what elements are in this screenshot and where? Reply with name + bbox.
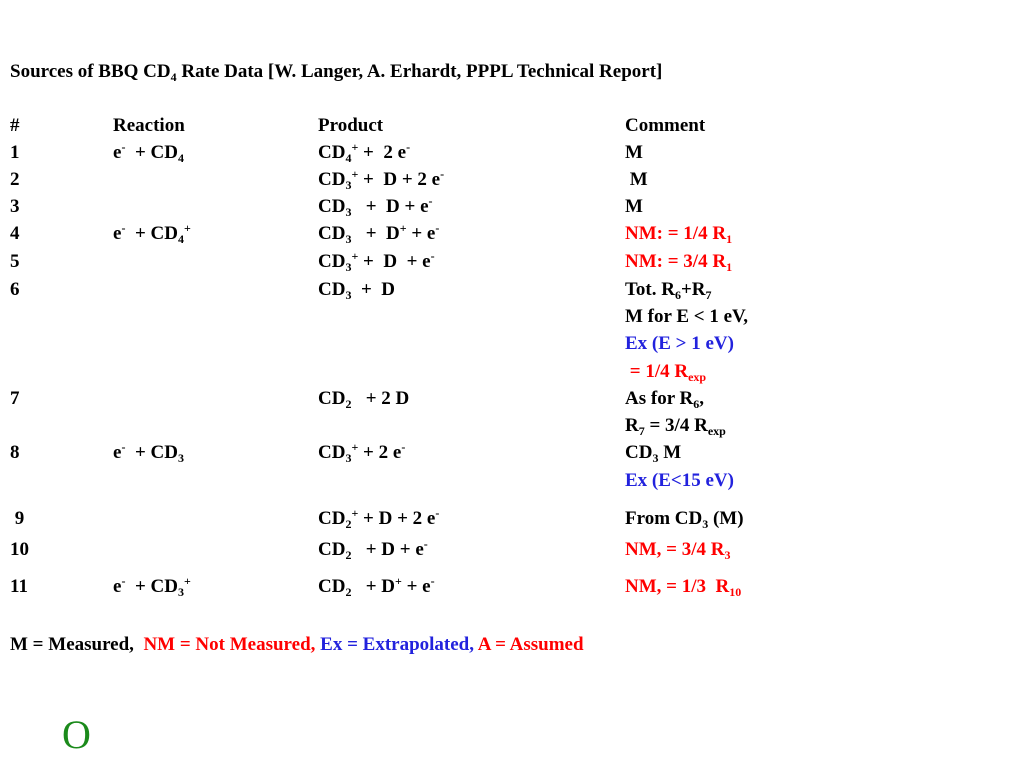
text-segment: CD: [318, 223, 346, 244]
text-segment: M: [625, 196, 643, 217]
title-part-2: Rate Data [W. Langer, A. Erhardt, PPPL Technical Report]: [176, 61, 663, 82]
superscript: +: [183, 574, 191, 588]
subscript: 3: [345, 288, 352, 302]
subscript: 10: [729, 585, 742, 599]
text-segment: + D + e: [358, 251, 431, 272]
subscript: exp: [688, 370, 707, 384]
header-number: #: [10, 115, 20, 136]
superscript: -: [121, 574, 126, 588]
text-segment: e: [113, 442, 122, 463]
row-8-reaction: [113, 441, 184, 465]
text-segment: ,: [699, 388, 705, 409]
subscript: 3: [724, 548, 731, 562]
row-10-comment: [625, 538, 730, 562]
text-segment: + D + e: [351, 196, 429, 217]
row-9-number: 9: [10, 508, 25, 529]
row-3-comment: [625, 195, 643, 219]
row-6-comment: [625, 278, 712, 302]
text-segment: Ex (E > 1 eV): [625, 333, 734, 354]
row-7-comment: [625, 387, 704, 411]
subscript: 6: [674, 288, 681, 302]
header-comment: Comment: [625, 115, 706, 136]
subscript: 7: [705, 288, 712, 302]
row-2-product: [318, 168, 444, 192]
legend-assumed: A = Assumed: [477, 634, 584, 655]
text-segment: + D + 2 e: [358, 508, 436, 529]
bottom-mark: O: [62, 712, 91, 757]
superscript: -: [435, 221, 440, 235]
subscript: 4: [177, 151, 184, 165]
superscript: -: [121, 440, 126, 454]
text-segment: + CD: [125, 576, 178, 597]
text-segment: M: [658, 442, 682, 463]
text-segment: M: [625, 169, 648, 190]
text-segment: = 3/4 R: [644, 415, 708, 436]
text-segment: e: [113, 576, 122, 597]
text-segment: + e: [406, 223, 436, 244]
row-5-comment: [625, 250, 732, 274]
row-11-comment: [625, 575, 741, 599]
row-2-comment: [625, 168, 648, 192]
text-segment: (M): [708, 508, 744, 529]
row-8-comment-line-2: [625, 469, 734, 493]
subscript: 7: [638, 424, 645, 438]
slide-title: [10, 60, 662, 84]
text-segment: e: [113, 142, 122, 163]
subscript: 2: [345, 397, 352, 411]
superscript: +: [183, 221, 191, 235]
superscript: -: [430, 574, 435, 588]
row-8-comment: [625, 441, 681, 465]
row-4-product: [318, 222, 439, 246]
row-6-comment-line-4: [625, 360, 706, 384]
superscript: -: [401, 440, 406, 454]
row-5-number: 5: [10, 251, 20, 272]
text-segment: + D: [351, 223, 400, 244]
text-segment: As for R: [625, 388, 694, 409]
row-7-product: [318, 387, 409, 411]
superscript: +: [399, 221, 407, 235]
superscript: +: [351, 249, 359, 263]
superscript: -: [121, 140, 126, 154]
text-segment: = 1/4 R: [625, 361, 689, 382]
row-1-number: 1: [10, 142, 20, 163]
text-segment: NM: = 3/4 R: [625, 251, 727, 272]
text-segment: + 2 e: [358, 142, 407, 163]
text-segment: CD: [318, 388, 346, 409]
subscript: 3: [702, 517, 709, 531]
text-segment: CD: [318, 169, 346, 190]
subscript: 3: [177, 585, 184, 599]
row-10-number: 10: [10, 539, 29, 560]
row-6-comment-line-3: [625, 332, 734, 356]
text-segment: CD: [318, 196, 346, 217]
row-9-product: [318, 507, 439, 531]
text-segment: CD: [318, 508, 346, 529]
superscript: +: [351, 440, 359, 454]
row-2-number: 2: [10, 169, 20, 190]
row-1-product: [318, 141, 410, 165]
header-reaction: Reaction: [113, 115, 185, 136]
legend-not-measured: NM = Not Measured,: [143, 634, 321, 655]
subscript: 2: [345, 517, 352, 531]
subscript: 3: [345, 178, 352, 192]
text-segment: Ex (E<15 eV): [625, 470, 734, 491]
text-segment: + D: [351, 576, 396, 597]
row-5-product: [318, 250, 435, 274]
superscript: -: [121, 221, 126, 235]
row-4-number: 4: [10, 223, 20, 244]
row-8-product: [318, 441, 405, 465]
superscript: -: [435, 506, 440, 520]
row-8-number: 8: [10, 442, 20, 463]
text-segment: NM, = 3/4 R: [625, 539, 725, 560]
text-segment: + CD: [125, 223, 178, 244]
text-segment: R: [625, 415, 639, 436]
text-segment: +R: [680, 279, 706, 300]
text-segment: + D: [351, 279, 396, 300]
row-6-product: [318, 278, 395, 302]
superscript: +: [351, 140, 359, 154]
subscript: 3: [345, 205, 352, 219]
subscript: 6: [693, 397, 700, 411]
row-4-reaction: [113, 222, 191, 246]
text-segment: M for E < 1 eV,: [625, 306, 749, 327]
row-11-number: 11: [10, 576, 28, 597]
title-part-1: Sources of BBQ CD: [10, 61, 171, 82]
text-segment: CD: [318, 142, 346, 163]
superscript: -: [423, 537, 428, 551]
subscript: 3: [345, 232, 352, 246]
superscript: +: [351, 506, 359, 520]
subscript: 3: [177, 451, 184, 465]
text-segment: + e: [401, 576, 431, 597]
row-10-product: [318, 538, 428, 562]
row-9-comment: [625, 507, 744, 531]
subscript: exp: [707, 424, 726, 438]
row-3-product: [318, 195, 433, 219]
row-6-comment-line-2: [625, 305, 748, 329]
subscript: 1: [726, 260, 733, 274]
text-segment: CD: [318, 279, 346, 300]
legend-extrapolated: Ex = Extrapolated,: [320, 634, 478, 655]
text-segment: CD: [318, 442, 346, 463]
text-segment: CD: [625, 442, 653, 463]
superscript: +: [395, 574, 402, 588]
superscript: -: [440, 167, 445, 181]
subscript: 4: [177, 232, 184, 246]
row-1-reaction: [113, 141, 184, 165]
text-segment: + 2 e: [358, 442, 402, 463]
superscript: -: [430, 249, 435, 263]
row-11-reaction: [113, 575, 191, 599]
subscript: 2: [345, 548, 352, 562]
text-segment: + CD: [125, 442, 178, 463]
subscript: 1: [726, 232, 733, 246]
header-product: Product: [318, 115, 384, 136]
text-segment: + CD: [125, 142, 178, 163]
row-4-comment: [625, 222, 732, 246]
text-segment: CD: [318, 539, 346, 560]
text-segment: NM, = 1/3 R: [625, 576, 730, 597]
legend: [10, 633, 584, 657]
text-segment: From CD: [625, 508, 703, 529]
superscript: +: [351, 167, 359, 181]
text-segment: Tot. R: [625, 279, 675, 300]
row-6-number: 6: [10, 279, 20, 300]
row-1-comment: [625, 141, 643, 165]
text-segment: e: [113, 223, 122, 244]
superscript: -: [428, 194, 433, 208]
text-segment: + 2 D: [351, 388, 410, 409]
row-7-comment-line-2: [625, 414, 726, 438]
text-segment: + D + 2 e: [358, 169, 441, 190]
text-segment: + D + e: [351, 539, 424, 560]
subscript: 3: [345, 451, 352, 465]
row-3-number: 3: [10, 196, 20, 217]
row-7-number: 7: [10, 388, 20, 409]
text-segment: M: [625, 142, 643, 163]
legend-measured: M = Measured,: [10, 634, 144, 655]
text-segment: CD: [318, 251, 346, 272]
subscript: 3: [652, 451, 659, 465]
text-segment: CD: [318, 576, 346, 597]
row-11-product: [318, 575, 435, 599]
subscript: 4: [345, 151, 352, 165]
text-segment: NM: = 1/4 R: [625, 223, 727, 244]
subscript: 2: [345, 585, 352, 599]
subscript: 3: [345, 260, 352, 274]
superscript: -: [406, 140, 411, 154]
title-subscript: 4: [170, 70, 177, 84]
